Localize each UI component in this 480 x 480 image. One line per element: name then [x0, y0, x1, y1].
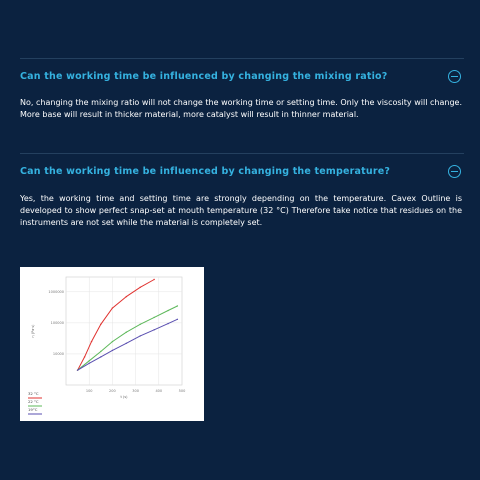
x-tick-label: 300 [132, 389, 139, 393]
series-line [78, 306, 178, 370]
series-point [140, 335, 141, 336]
faq-divider-middle [20, 153, 464, 154]
series-point [112, 341, 113, 342]
series-point [77, 369, 78, 370]
series-point [112, 350, 113, 351]
x-tick-label: 100 [85, 389, 93, 393]
series-point [100, 324, 101, 325]
legend-label: 19°C [28, 407, 38, 412]
x-tick-label: 400 [155, 389, 163, 393]
series-point [177, 305, 178, 306]
plot-frame [66, 277, 182, 385]
viscosity-chart-svg [20, 267, 204, 421]
series-point [153, 279, 154, 280]
x-tick-label: 500 [178, 389, 186, 393]
series-point [126, 332, 127, 333]
series-point [167, 323, 168, 324]
faq-question-mixing-ratio[interactable]: Can the working time be influenced by changing the mixing ratio? [20, 71, 388, 82]
series-point [153, 329, 154, 330]
y-axis-label: η (Pa·s) [31, 324, 35, 338]
faq-divider-top [20, 58, 464, 59]
minus-circle-icon[interactable] [448, 165, 461, 178]
viscosity-chart [20, 267, 204, 421]
faq-question-temperature[interactable]: Can the working time be influenced by changing the temperature? [20, 166, 391, 177]
series-point [100, 356, 101, 357]
series-point [89, 360, 90, 361]
y-tick-label: 1000000 [48, 290, 64, 295]
x-tick-label: 200 [109, 389, 116, 393]
minus-circle-icon[interactable] [448, 70, 461, 83]
series-point [126, 296, 127, 297]
legend-label: 32 °C [28, 391, 39, 396]
series-point [177, 319, 178, 320]
faq-answer-temperature: Yes, the working time and setting time are strongly depending on the temperature. Cavex Outline is developed to show perfect snap-set at mouth temperature (32 °C) Therefore take notice that residues on the instruments are not set while the material is completely set. [20, 194, 462, 227]
series-point [112, 307, 113, 308]
series-line [78, 319, 178, 370]
x-axis-label: t (s) [120, 395, 128, 399]
series-point [89, 363, 90, 364]
series-point [100, 351, 101, 352]
series-point [140, 287, 141, 288]
y-tick-label: 100000 [50, 321, 64, 326]
series-point [167, 310, 168, 311]
series-point [91, 341, 92, 342]
series-point [140, 324, 141, 325]
series-point [126, 343, 127, 344]
y-tick-label: 10000 [52, 352, 64, 357]
faq-answer-mixing-ratio: No, changing the mixing ratio will not change the working time or setting time. Only the viscosity will change. More base will result in thicker material, more catalyst will result in thinner material. [20, 98, 462, 119]
series-point [84, 356, 85, 357]
series-point [153, 317, 154, 318]
legend-label: 22 °C [28, 399, 39, 404]
